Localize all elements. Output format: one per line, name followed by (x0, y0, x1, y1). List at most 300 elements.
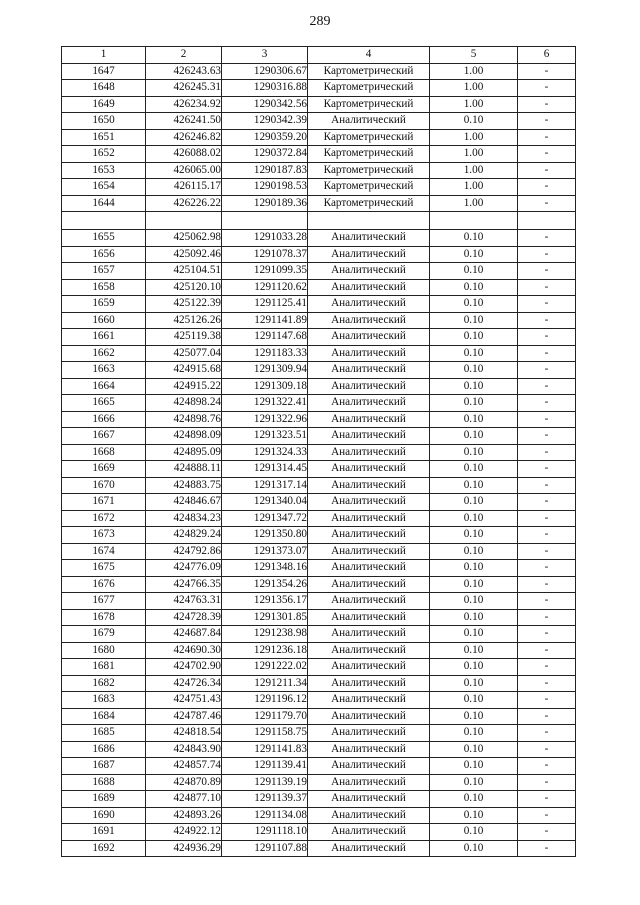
y-coordinate-cell: 1290342.56 (222, 96, 308, 113)
method-cell: Аналитический (308, 626, 430, 643)
accuracy-cell: 0.10 (430, 609, 518, 626)
method-cell: Аналитический (308, 296, 430, 313)
y-coordinate-cell: 1291348.16 (222, 560, 308, 577)
note-cell: - (518, 378, 576, 395)
table-row (62, 527, 576, 544)
note-cell: - (518, 263, 576, 280)
method-cell: Картометрический (308, 162, 430, 179)
method-cell: Аналитический (308, 113, 430, 130)
method-cell: Картометрический (308, 179, 430, 196)
accuracy-cell: 0.10 (430, 560, 518, 577)
note-cell: - (518, 162, 576, 179)
x-coordinate-cell: 424898.09 (146, 428, 222, 445)
accuracy-cell: 0.10 (430, 329, 518, 346)
note-cell: - (518, 758, 576, 775)
accuracy-cell: 0.10 (430, 807, 518, 824)
accuracy-cell: 0.10 (430, 113, 518, 130)
point-number-cell: 1660 (62, 312, 146, 329)
method-cell: Аналитический (308, 362, 430, 379)
method-cell: Аналитический (308, 494, 430, 511)
y-coordinate-cell: 1291139.37 (222, 791, 308, 808)
method-cell: Аналитический (308, 378, 430, 395)
point-number-cell: 1662 (62, 345, 146, 362)
y-coordinate-cell: 1291222.02 (222, 659, 308, 676)
x-coordinate-cell: 424834.23 (146, 510, 222, 527)
note-cell: - (518, 195, 576, 212)
point-number-cell: 1653 (62, 162, 146, 179)
point-number-cell: 1674 (62, 543, 146, 560)
accuracy-cell: 1.00 (430, 129, 518, 146)
x-coordinate-cell: 424922.12 (146, 824, 222, 841)
method-cell: Аналитический (308, 708, 430, 725)
method-cell: Аналитический (308, 560, 430, 577)
note-cell: - (518, 444, 576, 461)
y-coordinate-cell: 1291347.72 (222, 510, 308, 527)
point-number-cell: 1665 (62, 395, 146, 412)
accuracy-cell: 0.10 (430, 395, 518, 412)
table-row (62, 279, 576, 296)
column-header-4: 4 (308, 47, 430, 64)
note-cell: - (518, 659, 576, 676)
y-coordinate-cell: 1291134.08 (222, 807, 308, 824)
note-cell: - (518, 63, 576, 80)
y-coordinate-cell: 1290198.53 (222, 179, 308, 196)
note-cell: - (518, 510, 576, 527)
point-number-cell: 1669 (62, 461, 146, 478)
note-cell: - (518, 246, 576, 263)
table-row (62, 230, 576, 247)
note-cell: - (518, 560, 576, 577)
x-coordinate-cell: 424898.24 (146, 395, 222, 412)
accuracy-cell: 0.10 (430, 461, 518, 478)
point-number-cell: 1656 (62, 246, 146, 263)
y-coordinate-cell: 1290306.67 (222, 63, 308, 80)
note-cell: - (518, 113, 576, 130)
method-cell: Картометрический (308, 63, 430, 80)
method-cell: Аналитический (308, 758, 430, 775)
point-number-cell: 1680 (62, 642, 146, 659)
table-row (62, 708, 576, 725)
accuracy-cell: 0.10 (430, 411, 518, 428)
accuracy-cell: 0.10 (430, 527, 518, 544)
y-coordinate-cell: 1291322.41 (222, 395, 308, 412)
note-cell: - (518, 362, 576, 379)
accuracy-cell: 0.10 (430, 444, 518, 461)
accuracy-cell: 0.10 (430, 378, 518, 395)
column-header-3: 3 (222, 47, 308, 64)
column-header-2: 2 (146, 47, 222, 64)
y-coordinate-cell: 1291147.68 (222, 329, 308, 346)
note-cell (518, 212, 576, 230)
table-row (62, 345, 576, 362)
x-coordinate-cell: 426243.63 (146, 63, 222, 80)
note-cell: - (518, 725, 576, 742)
y-coordinate-cell: 1291118.10 (222, 824, 308, 841)
note-cell: - (518, 279, 576, 296)
y-coordinate-cell: 1291350.80 (222, 527, 308, 544)
table-row (62, 296, 576, 313)
table-row (62, 807, 576, 824)
y-coordinate-cell: 1291196.12 (222, 692, 308, 709)
note-cell: - (518, 824, 576, 841)
point-number-cell: 1659 (62, 296, 146, 313)
x-coordinate-cell: 426088.02 (146, 146, 222, 163)
y-coordinate-cell: 1291107.88 (222, 840, 308, 857)
accuracy-cell: 0.10 (430, 626, 518, 643)
point-number-cell: 1654 (62, 179, 146, 196)
note-cell: - (518, 296, 576, 313)
x-coordinate-cell: 424915.68 (146, 362, 222, 379)
x-coordinate-cell: 424818.54 (146, 725, 222, 742)
table-row (62, 195, 576, 212)
point-number-cell: 1683 (62, 692, 146, 709)
accuracy-cell: 0.10 (430, 510, 518, 527)
x-coordinate-cell: 426245.31 (146, 80, 222, 97)
method-cell: Аналитический (308, 263, 430, 280)
method-cell: Аналитический (308, 230, 430, 247)
table-row (62, 840, 576, 857)
accuracy-cell: 0.10 (430, 791, 518, 808)
accuracy-cell: 1.00 (430, 146, 518, 163)
method-cell: Картометрический (308, 195, 430, 212)
note-cell: - (518, 461, 576, 478)
x-coordinate-cell: 426246.82 (146, 129, 222, 146)
method-cell: Аналитический (308, 279, 430, 296)
x-coordinate-cell: 424888.11 (146, 461, 222, 478)
x-coordinate-cell: 424829.24 (146, 527, 222, 544)
point-number-cell: 1655 (62, 230, 146, 247)
accuracy-cell: 0.10 (430, 543, 518, 560)
point-number-cell: 1652 (62, 146, 146, 163)
y-coordinate-cell: 1291324.33 (222, 444, 308, 461)
column-header-5: 5 (430, 47, 518, 64)
table-header-row (62, 47, 576, 64)
x-coordinate-cell: 424687.84 (146, 626, 222, 643)
note-cell: - (518, 146, 576, 163)
point-number-cell: 1664 (62, 378, 146, 395)
point-number-cell: 1661 (62, 329, 146, 346)
x-coordinate-cell: 424936.29 (146, 840, 222, 857)
accuracy-cell: 0.10 (430, 642, 518, 659)
table-row (62, 659, 576, 676)
page-number: 289 (309, 14, 331, 29)
x-coordinate-cell (146, 212, 222, 230)
table-row (62, 96, 576, 113)
x-coordinate-cell: 424846.67 (146, 494, 222, 511)
accuracy-cell: 0.10 (430, 576, 518, 593)
x-coordinate-cell: 424751.43 (146, 692, 222, 709)
point-number-cell: 1686 (62, 741, 146, 758)
accuracy-cell: 0.10 (430, 824, 518, 841)
accuracy-cell: 0.10 (430, 230, 518, 247)
table-row (62, 642, 576, 659)
method-cell: Аналитический (308, 246, 430, 263)
method-cell: Картометрический (308, 146, 430, 163)
x-coordinate-cell: 425092.46 (146, 246, 222, 263)
y-coordinate-cell: 1291340.04 (222, 494, 308, 511)
accuracy-cell: 0.10 (430, 675, 518, 692)
note-cell: - (518, 692, 576, 709)
column-header-1: 1 (62, 47, 146, 64)
method-cell: Аналитический (308, 461, 430, 478)
accuracy-cell: 0.10 (430, 362, 518, 379)
note-cell: - (518, 395, 576, 412)
point-number-cell: 1685 (62, 725, 146, 742)
x-coordinate-cell: 424763.31 (146, 593, 222, 610)
table-row (62, 626, 576, 643)
method-cell: Аналитический (308, 725, 430, 742)
accuracy-cell: 1.00 (430, 80, 518, 97)
accuracy-cell: 1.00 (430, 195, 518, 212)
accuracy-cell: 1.00 (430, 179, 518, 196)
y-coordinate-cell: 1291099.35 (222, 263, 308, 280)
table-row (62, 263, 576, 280)
accuracy-cell: 0.10 (430, 840, 518, 857)
x-coordinate-cell: 424728.39 (146, 609, 222, 626)
table-row (62, 510, 576, 527)
table-row (62, 212, 576, 230)
y-coordinate-cell: 1291236.18 (222, 642, 308, 659)
point-number-cell: 1675 (62, 560, 146, 577)
y-coordinate-cell: 1291309.94 (222, 362, 308, 379)
point-number-cell: 1647 (62, 63, 146, 80)
point-number-cell: 1649 (62, 96, 146, 113)
x-coordinate-cell: 425104.51 (146, 263, 222, 280)
table-row (62, 725, 576, 742)
method-cell: Аналитический (308, 692, 430, 709)
note-cell: - (518, 543, 576, 560)
x-coordinate-cell: 425122.39 (146, 296, 222, 313)
y-coordinate-cell: 1291317.14 (222, 477, 308, 494)
note-cell: - (518, 774, 576, 791)
note-cell: - (518, 494, 576, 511)
point-number-cell: 1682 (62, 675, 146, 692)
point-number-cell: 1673 (62, 527, 146, 544)
note-cell: - (518, 129, 576, 146)
method-cell: Аналитический (308, 609, 430, 626)
table-row (62, 675, 576, 692)
accuracy-cell: 0.10 (430, 246, 518, 263)
x-coordinate-cell: 424895.09 (146, 444, 222, 461)
point-number-cell (62, 212, 146, 230)
y-coordinate-cell: 1291183.33 (222, 345, 308, 362)
method-cell: Аналитический (308, 312, 430, 329)
method-cell: Аналитический (308, 576, 430, 593)
point-number-cell: 1670 (62, 477, 146, 494)
point-number-cell: 1684 (62, 708, 146, 725)
y-coordinate-cell: 1290372.84 (222, 146, 308, 163)
point-number-cell: 1692 (62, 840, 146, 857)
x-coordinate-cell: 424893.26 (146, 807, 222, 824)
table-row (62, 593, 576, 610)
table-row (62, 444, 576, 461)
table-row (62, 129, 576, 146)
method-cell: Аналитический (308, 444, 430, 461)
note-cell: - (518, 840, 576, 857)
point-number-cell: 1681 (62, 659, 146, 676)
y-coordinate-cell: 1291158.75 (222, 725, 308, 742)
x-coordinate-cell: 425062.98 (146, 230, 222, 247)
table-row (62, 560, 576, 577)
point-number-cell: 1650 (62, 113, 146, 130)
table-row (62, 758, 576, 775)
point-number-cell: 1668 (62, 444, 146, 461)
point-number-cell: 1688 (62, 774, 146, 791)
x-coordinate-cell: 425077.04 (146, 345, 222, 362)
x-coordinate-cell: 424792.86 (146, 543, 222, 560)
accuracy-cell: 1.00 (430, 162, 518, 179)
method-cell: Аналитический (308, 477, 430, 494)
y-coordinate-cell: 1291139.41 (222, 758, 308, 775)
note-cell: - (518, 576, 576, 593)
y-coordinate-cell: 1291120.62 (222, 279, 308, 296)
method-cell: Аналитический (308, 395, 430, 412)
accuracy-cell: 0.10 (430, 279, 518, 296)
accuracy-cell: 1.00 (430, 96, 518, 113)
accuracy-cell: 0.10 (430, 725, 518, 742)
table-row (62, 362, 576, 379)
accuracy-cell: 0.10 (430, 477, 518, 494)
accuracy-cell: 0.10 (430, 428, 518, 445)
point-number-cell: 1658 (62, 279, 146, 296)
accuracy-cell: 0.10 (430, 741, 518, 758)
method-cell: Аналитический (308, 675, 430, 692)
table-row (62, 494, 576, 511)
point-number-cell: 1644 (62, 195, 146, 212)
y-coordinate-cell: 1291354.26 (222, 576, 308, 593)
table-row (62, 162, 576, 179)
point-number-cell: 1687 (62, 758, 146, 775)
point-number-cell: 1672 (62, 510, 146, 527)
x-coordinate-cell: 426065.00 (146, 162, 222, 179)
note-cell: - (518, 96, 576, 113)
y-coordinate-cell: 1291033.28 (222, 230, 308, 247)
y-coordinate-cell: 1291141.89 (222, 312, 308, 329)
point-number-cell: 1671 (62, 494, 146, 511)
y-coordinate-cell: 1291141.83 (222, 741, 308, 758)
point-number-cell: 1678 (62, 609, 146, 626)
note-cell: - (518, 642, 576, 659)
method-cell: Аналитический (308, 824, 430, 841)
method-cell: Аналитический (308, 329, 430, 346)
method-cell: Аналитический (308, 642, 430, 659)
note-cell: - (518, 80, 576, 97)
method-cell: Аналитический (308, 791, 430, 808)
note-cell: - (518, 741, 576, 758)
method-cell: Аналитический (308, 510, 430, 527)
x-coordinate-cell: 424877.10 (146, 791, 222, 808)
x-coordinate-cell: 424726.34 (146, 675, 222, 692)
table-row (62, 692, 576, 709)
point-number-cell: 1679 (62, 626, 146, 643)
x-coordinate-cell: 424870.89 (146, 774, 222, 791)
x-coordinate-cell: 424883.75 (146, 477, 222, 494)
accuracy-cell: 1.00 (430, 63, 518, 80)
y-coordinate-cell: 1291373.07 (222, 543, 308, 560)
table-row (62, 609, 576, 626)
y-coordinate-cell: 1291139.19 (222, 774, 308, 791)
table-row (62, 179, 576, 196)
x-coordinate-cell: 425120.10 (146, 279, 222, 296)
x-coordinate-cell: 425126.26 (146, 312, 222, 329)
method-cell: Картометрический (308, 129, 430, 146)
x-coordinate-cell: 424690.30 (146, 642, 222, 659)
table-row (62, 312, 576, 329)
x-coordinate-cell: 424843.90 (146, 741, 222, 758)
point-number-cell: 1690 (62, 807, 146, 824)
table-row (62, 80, 576, 97)
y-coordinate-cell: 1290359.20 (222, 129, 308, 146)
accuracy-cell: 0.10 (430, 494, 518, 511)
method-cell: Картометрический (308, 96, 430, 113)
accuracy-cell: 0.10 (430, 774, 518, 791)
method-cell: Аналитический (308, 774, 430, 791)
y-coordinate-cell: 1291323.51 (222, 428, 308, 445)
y-coordinate-cell: 1291179.70 (222, 708, 308, 725)
table-row (62, 63, 576, 80)
point-number-cell: 1691 (62, 824, 146, 841)
method-cell: Аналитический (308, 840, 430, 857)
accuracy-cell: 0.10 (430, 708, 518, 725)
note-cell: - (518, 477, 576, 494)
accuracy-cell: 0.10 (430, 758, 518, 775)
note-cell: - (518, 807, 576, 824)
x-coordinate-cell: 426241.50 (146, 113, 222, 130)
y-coordinate-cell: 1291356.17 (222, 593, 308, 610)
note-cell: - (518, 708, 576, 725)
method-cell: Аналитический (308, 411, 430, 428)
method-cell: Аналитический (308, 543, 430, 560)
y-coordinate-cell: 1291301.85 (222, 609, 308, 626)
accuracy-cell: 0.10 (430, 593, 518, 610)
y-coordinate-cell: 1290189.36 (222, 195, 308, 212)
accuracy-cell: 0.10 (430, 312, 518, 329)
coordinates-table (61, 46, 576, 857)
table-body (62, 63, 576, 857)
point-number-cell: 1648 (62, 80, 146, 97)
table-row (62, 791, 576, 808)
y-coordinate-cell: 1290342.39 (222, 113, 308, 130)
y-coordinate-cell: 1291125.41 (222, 296, 308, 313)
table-row (62, 824, 576, 841)
accuracy-cell: 0.10 (430, 263, 518, 280)
note-cell: - (518, 411, 576, 428)
method-cell: Аналитический (308, 428, 430, 445)
table-row (62, 395, 576, 412)
column-header-6: 6 (518, 47, 576, 64)
y-coordinate-cell: 1291314.45 (222, 461, 308, 478)
accuracy-cell (430, 212, 518, 230)
y-coordinate-cell: 1291309.18 (222, 378, 308, 395)
method-cell: Аналитический (308, 345, 430, 362)
table-row (62, 428, 576, 445)
note-cell: - (518, 527, 576, 544)
accuracy-cell: 0.10 (430, 296, 518, 313)
y-coordinate-cell: 1290187.83 (222, 162, 308, 179)
table-row (62, 741, 576, 758)
x-coordinate-cell: 424776.09 (146, 560, 222, 577)
point-number-cell: 1666 (62, 411, 146, 428)
y-coordinate-cell: 1291211.34 (222, 675, 308, 692)
y-coordinate-cell: 1291322.96 (222, 411, 308, 428)
note-cell: - (518, 593, 576, 610)
table-row (62, 329, 576, 346)
note-cell: - (518, 791, 576, 808)
point-number-cell: 1651 (62, 129, 146, 146)
point-number-cell: 1657 (62, 263, 146, 280)
method-cell (308, 212, 430, 230)
note-cell: - (518, 626, 576, 643)
